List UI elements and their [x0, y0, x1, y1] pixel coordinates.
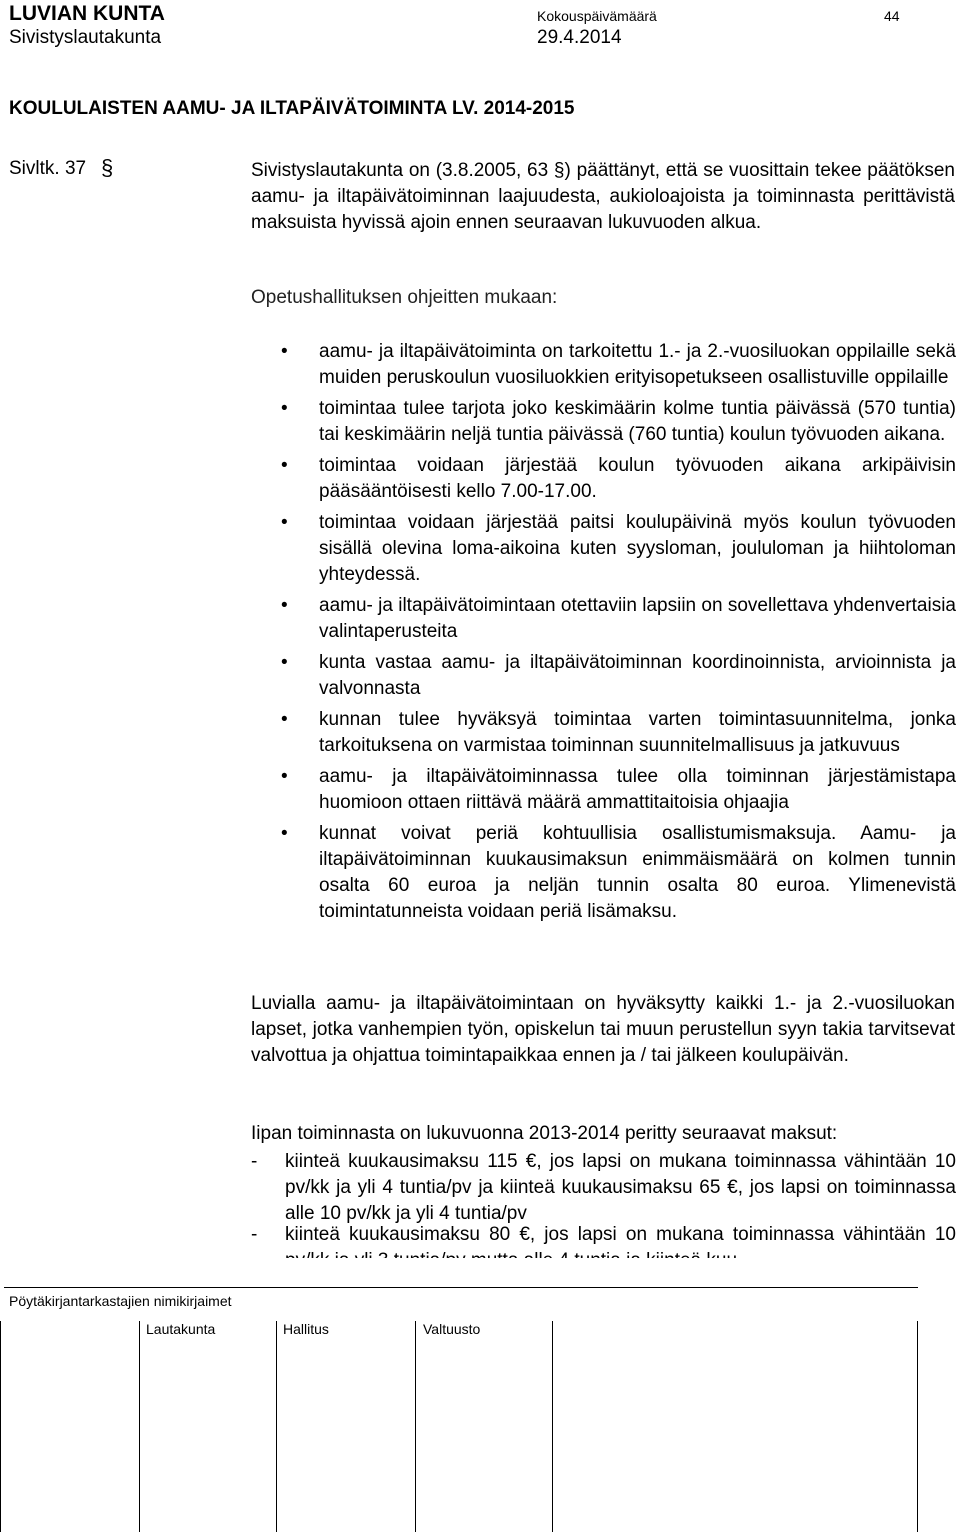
intro-paragraph: Sivistyslautakunta on (3.8.2005, 63 §) päättänyt, että se vuosittain tekee päätöksen aamu- ja iltapäivätoiminnan laajuudesta, aukioloajoista ja toiminnasta perittävistä maksuista hyvissä ajoin ennen seuraavan lukuvuoden alkua. — [251, 160, 955, 233]
bullet-icon: • — [281, 652, 288, 673]
fee-text: kiinteä kuukausimaksu 115 €, jos lapsi on mukana toiminnassa vähintään 10 pv/kk ja yli 4 tuntia/pv ja kiinteä kuukausimaksu 65 €, jos lapsi on toiminnassa alle 10 pv/kk ja yli 4 tuntia/pv — [285, 1151, 956, 1224]
bullet-icon: • — [281, 512, 288, 533]
footer-divider — [4, 1287, 918, 1288]
signature-column-council: Valtuusto — [423, 1321, 481, 1337]
list-item: • aamu- ja iltapäivätoiminnassa tulee olla toiminnan järjestämistapa huomioon ottaen riittävä määrä ammattitaitoisia ohjaajia — [281, 766, 956, 813]
bullet-icon: • — [281, 766, 288, 787]
signature-column-government: Hallitus — [283, 1321, 329, 1337]
signature-box-border — [415, 1321, 416, 1532]
signature-column-board: Lautakunta — [146, 1321, 216, 1337]
list-item: • aamu- ja iltapäivätoimintaan otettaviin lapsiin on sovellettava yhdenvertaisia valintaperusteita — [281, 595, 956, 642]
dash-marker: - — [251, 1224, 258, 1245]
signature-box-border — [552, 1321, 553, 1532]
signature-box-border — [0, 1321, 1, 1532]
luvia-paragraph: Luvialla aamu- ja iltapäivätoimintaan on hyväksytty kaikki 1.- ja 2.-vuosiluokan lapset, jotka vanhempien työn, opiskelun tai muun perustellun syyn takia tarvitsevat valvottua ja ohjattua toimintapaikkaa ennen ja / tai jälkeen koulupäivän. — [251, 993, 955, 1066]
list-item: • aamu- ja iltapäivätoiminta on tarkoitettu 1.- ja 2.-vuosiluokan oppilaille sekä muiden peruskoulun vuosiluokkien erityisopetukseen osallistuville oppilaille — [281, 341, 956, 388]
fees-heading: Iipan toiminnasta on lukuvuonna 2013-2014 peritty seuraavat maksut: — [251, 1123, 838, 1144]
dash-marker: - — [251, 1151, 258, 1172]
list-item: • kunnat voivat periä kohtuullisia osallistumismaksuja. Aamu- ja iltapäivätoiminnan kuukausimaksun enimmäismäärä on kolmen tunnin osalta 60 euroa ja neljän tunnin osalta 80 euroa. Ylimenevistä toimintatunneista voidaan periä lisämaksu. — [281, 823, 956, 922]
meeting-date: 29.4.2014 — [537, 27, 622, 48]
fee-text: kiinteä kuukausimaksu 80 €, jos lapsi on mukana toiminnassa vähintään 10 — [285, 1224, 956, 1245]
signature-box-border — [276, 1321, 277, 1532]
list-item: • toimintaa voidaan järjestää koulun työvuoden aikana arkipäivisin pääsääntöisesti kello 7.00-17.00. — [281, 455, 956, 502]
bullet-icon: • — [281, 398, 288, 419]
signature-box-border — [139, 1321, 140, 1532]
meeting-date-label: Kokouspäivämäärä — [537, 8, 657, 24]
bullet-icon: • — [281, 823, 288, 844]
page-number: 44 — [884, 8, 900, 24]
organization-name: LUVIAN KUNTA — [9, 2, 165, 25]
document-title: KOULULAISTEN AAMU- JA ILTAPÄIVÄTOIMINTA LV. 2014-2015 — [9, 98, 575, 119]
guidelines-list — [281, 339, 956, 930]
list-item: • kunta vastaa aamu- ja iltapäivätoiminnan koordinoinnista, arvioinnista ja valvonnasta — [281, 652, 956, 699]
list-item: • toimintaa tulee tarjota joko keskimäärin kolme tuntia päivässä (570 tuntia) tai keskimäärin neljä tuntia päivässä (760 tuntia) koulun työvuoden aikana. — [281, 398, 956, 445]
section-reference: Sivltk. 37 — [9, 158, 87, 179]
fee-item — [251, 1149, 956, 1227]
section-sign-icon: § — [101, 155, 114, 180]
bullet-icon: • — [281, 595, 288, 616]
signature-box-border — [917, 1321, 918, 1532]
bullet-icon: • — [281, 709, 288, 730]
bullet-icon: • — [281, 341, 288, 362]
page-footer — [0, 1258, 960, 1474]
list-item: • kunnan tulee hyväksyä toimintaa varten toimintasuunnitelma, jonka tarkoituksena on varmistaa toiminnan suunnitelmallisuus ja jatkuvuus — [281, 709, 956, 756]
signatures-label: Pöytäkirjantarkastajien nimikirjaimet — [9, 1293, 232, 1309]
bullet-icon: • — [281, 455, 288, 476]
committee-name: Sivistyslautakunta — [9, 27, 162, 48]
guidelines-heading: Opetushallituksen ohjeitten mukaan: — [251, 287, 558, 308]
list-item: • toimintaa voidaan järjestää paitsi koulupäivinä myös koulun työvuoden sisällä olevina loma-aikoina kuten syysloman, joululoman ja hiihtoloman yhteydessä. — [281, 512, 956, 585]
